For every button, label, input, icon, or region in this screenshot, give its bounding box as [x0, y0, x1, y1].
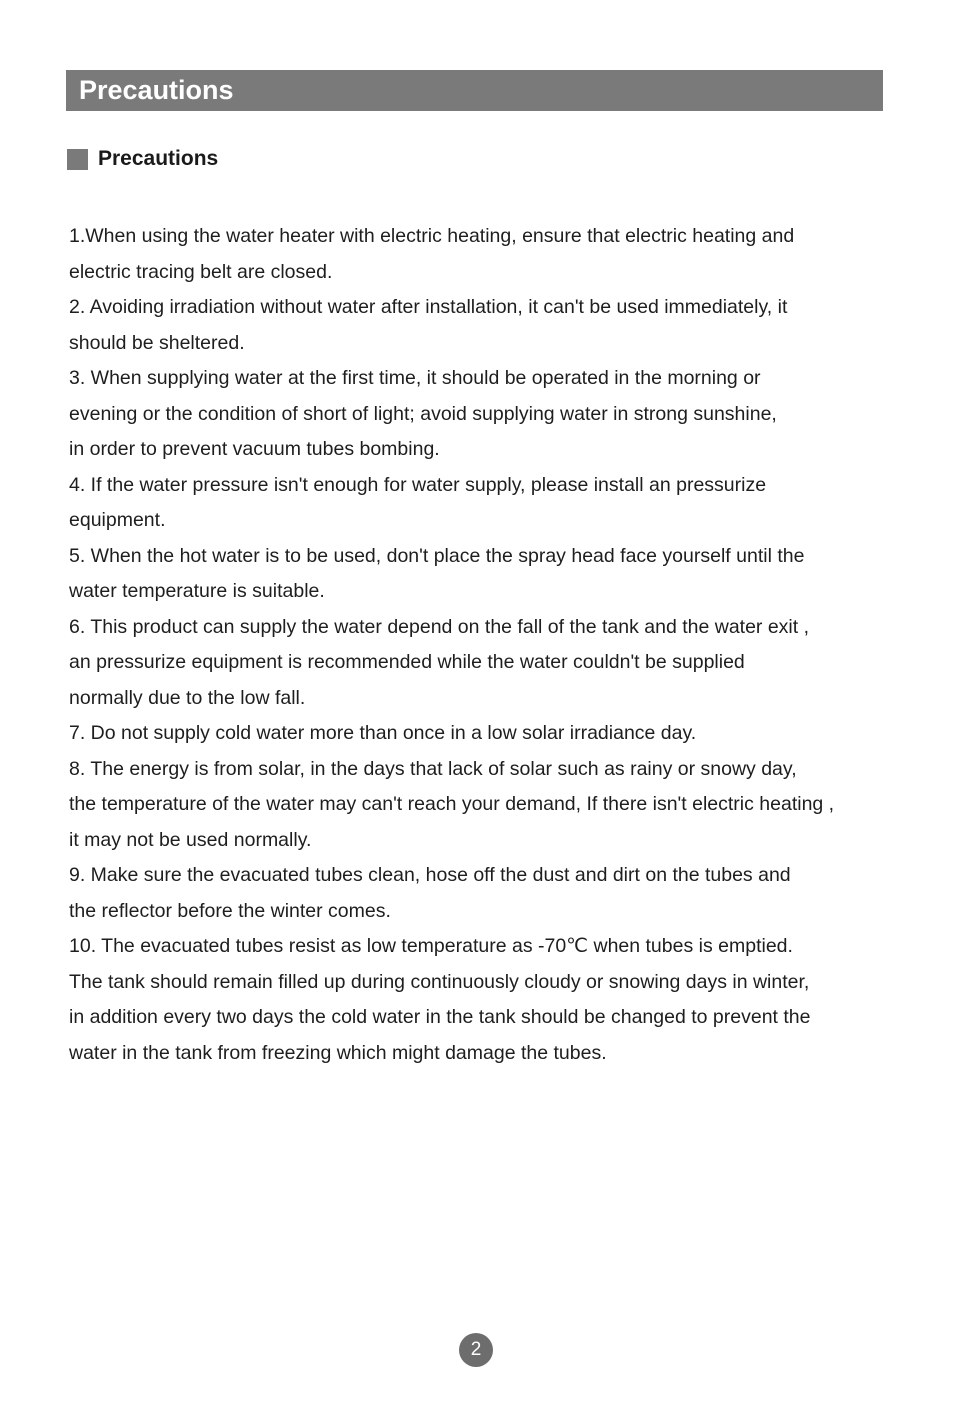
precaution-line: water temperature is suitable.: [69, 580, 325, 602]
precaution-line: The tank should remain filled up during continuously cloudy or snowing days in winter,: [69, 970, 810, 993]
precaution-line: in order to prevent vacuum tubes bombing.: [69, 438, 440, 460]
section-heading: [67, 145, 218, 173]
precaution-line: 2. Avoiding irradiation without water after installation, it can't be used immediately, it: [69, 296, 788, 318]
precaution-line: it may not be used normally.: [69, 828, 312, 851]
precaution-line: equipment.: [69, 509, 166, 531]
precaution-line: evening or the condition of short of light; avoid supplying water in strong sunshine,: [69, 402, 777, 425]
precaution-line: the reflector before the winter comes.: [69, 899, 391, 922]
precaution-line: 7. Do not supply cold water more than once in a low solar irradiance day.: [69, 722, 697, 744]
precaution-line: water in the tank from freezing which might damage the tubes.: [69, 1041, 607, 1064]
page-number-badge: 2: [459, 1333, 493, 1367]
precaution-line: 5. When the hot water is to be used, don't place the spray head face yourself until the: [69, 544, 805, 567]
precaution-line: 4. If the water pressure isn't enough for water supply, please install an pressurize: [69, 473, 767, 496]
section-heading-text: Precautions: [98, 147, 219, 170]
precaution-line: should be sheltered.: [69, 331, 245, 354]
page-title: Precautions: [79, 75, 234, 105]
precaution-line: 3. When supplying water at the first time, it should be operated in the morning or: [69, 367, 761, 389]
precaution-line: 10. The evacuated tubes resist as low temperature as -70℃ when tubes is emptied.: [69, 935, 793, 957]
precaution-line: 9. Make sure the evacuated tubes clean, hose off the dust and dirt on the tubes and: [69, 864, 791, 886]
precaution-line: 1.When using the water heater with electric heating, ensure that electric heating and: [69, 225, 795, 247]
precaution-line: 6. This product can supply the water depend on the fall of the tank and the water exit ,: [69, 615, 810, 638]
precaution-line: electric tracing belt are closed.: [69, 260, 333, 283]
precaution-line: in addition every two days the cold water in the tank should be changed to prevent the: [69, 1006, 811, 1028]
precaution-line: 8. The energy is from solar, in the days that lack of solar such as rainy or snowy day,: [69, 757, 797, 780]
precaution-line: an pressurize equipment is recommended while the water couldn't be supplied: [69, 651, 745, 673]
precaution-line: the temperature of the water may can't reach your demand, If there isn't electric heating ,: [69, 793, 835, 815]
page-title-bar: [66, 70, 883, 111]
square-bullet-icon: [67, 149, 88, 170]
precaution-line: normally due to the low fall.: [69, 686, 306, 709]
precautions-list: [69, 219, 919, 1071]
